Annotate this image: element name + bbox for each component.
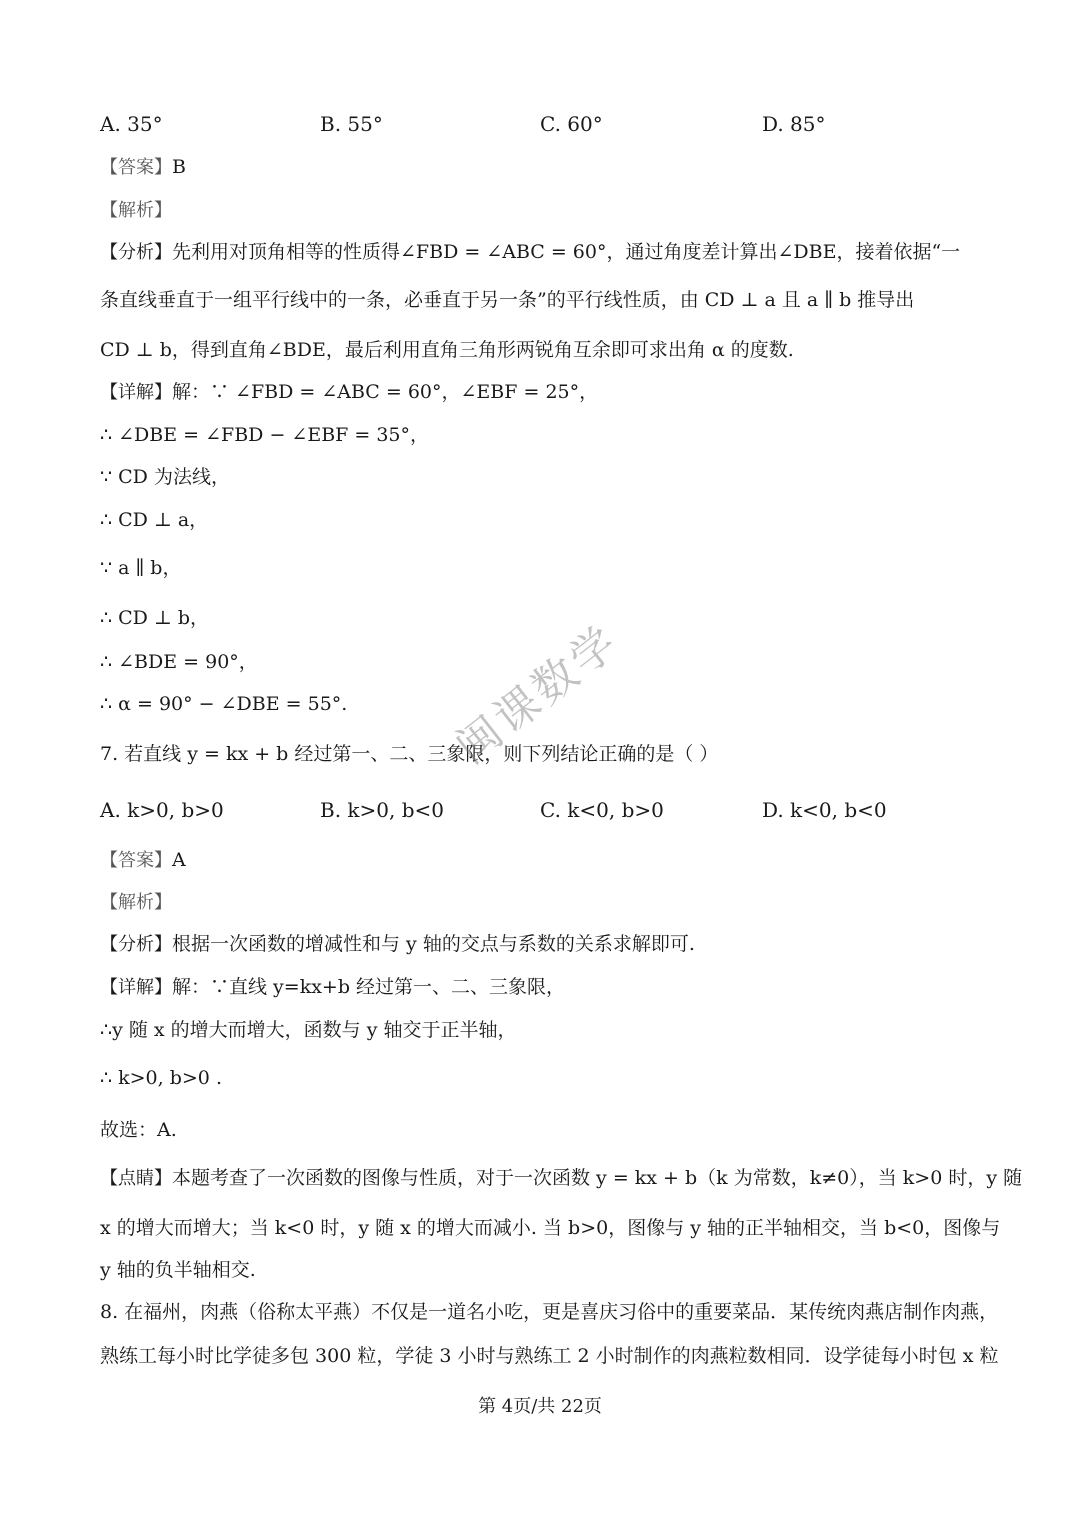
q6-answer-line [100,155,186,180]
answer-tag: 【答案】 [100,157,172,178]
q6-option-d: D. 85° [762,112,826,136]
jiexi-tag: 【解析】 [100,892,172,913]
xiangjie-tag: 【详解】 [100,382,172,403]
q7-dianjing-line-2: x 的增大而增大；当 k<0 时，y 随 x 的增大而减小. 当 b>0，图像与 y 轴的正半轴相交，当 b<0，图像与 [100,1217,1001,1239]
q7-answer-line [100,848,186,873]
q6-fenxi-line-2: 条直线垂直于一组平行线中的一条，必垂直于另一条”的平行线性质，由 CD ⊥ a 且 a ∥ b 推导出 [100,289,915,311]
q6-step-6: ∴ CD ⊥ b， [100,607,210,629]
fenxi-text: 先利用对顶角相等的性质得∠FBD = ∠ABC = 60°，通过角度差计算出∠DBE，接着依据“一 [172,241,961,263]
jiexi-tag: 【解析】 [100,200,172,221]
xiangjie-tag: 【详解】 [100,977,172,998]
q7-option-b: B. k>0, b<0 [320,798,445,822]
fenxi-tag: 【分析】 [100,934,172,955]
q6-step-3: ∵ CD 为法线， [100,466,230,488]
answer-value: A [172,849,186,871]
q6-step-7: ∴ ∠BDE = 90°， [100,651,258,673]
q6-option-b: B. 55° [320,112,383,136]
q8-line-2: 熟练工每小时比学徒多包 300 粒，学徒 3 小时与熟练工 2 小时制作的肉燕粒数相同．设学徒每小时包 x 粒 [100,1345,999,1367]
q6-step-2: ∴ ∠DBE = ∠FBD − ∠EBF = 35°， [100,424,430,446]
page-number: 第 4页/共 22页 [478,1396,602,1417]
q7-dianjing-line-3: y 轴的负半轴相交. [100,1259,256,1281]
answer-value: B [172,156,186,178]
q6-step-8: ∴ α = 90° − ∠DBE = 55°. [100,693,348,715]
dianjing-text: 本题考查了一次函数的图像与性质，对于一次函数 y = kx + b（k 为常数，k≠0），当 k>0 时，y 随 [172,1167,1023,1189]
q6-option-c: C. 60° [540,112,603,136]
fenxi-tag: 【分析】 [100,242,172,263]
watermark: 闽课数学 [446,615,630,774]
q7-dianjing-line-1 [100,1166,1022,1191]
solution-step: 解：∵直线 y=kx+b 经过第一、二、三象限， [172,976,566,998]
q7-jiexi-heading [100,890,172,915]
q7-xiangjie-line [100,975,565,1000]
answer-tag: 【答案】 [100,850,172,871]
fenxi-text: 根据一次函数的增减性和与 y 轴的交点与系数的关系求解即可. [172,933,695,955]
q7-step-2: ∴y 随 x 的增大而增大，函数与 y 轴交于正半轴， [100,1019,517,1041]
q7-choose: 故选：A. [100,1119,177,1141]
q6-xiangjie-line [100,380,598,405]
q6-option-a: A. 35° [100,112,163,136]
q8-line-1: 8. 在福州，肉燕（俗称太平燕）不仅是一道名小吃，更是喜庆习俗中的重要菜品．某传统肉燕店制作肉燕， [100,1301,999,1323]
q6-fenxi-line-3: CD ⊥ b，得到直角∠BDE，最后利用直角三角形两锐角互余即可求出角 α 的度数. [100,339,794,361]
q6-step-5: ∵ a ∥ b， [100,557,182,579]
q7-step-3: ∴ k>0, b>0 . [100,1067,222,1089]
q6-step-4: ∴ CD ⊥ a， [100,509,209,531]
q7-question: 7. 若直线 y = kx + b 经过第一、二、三象限，则下列结论正确的是（ ） [100,743,719,765]
q7-option-a: A. k>0, b>0 [100,798,224,822]
solution-step: 解：∵ ∠FBD = ∠ABC = 60°，∠EBF = 25°， [172,381,599,403]
q6-jiexi-heading [100,198,172,223]
q7-fenxi-line [100,932,695,957]
dianjing-tag: 【点睛】 [100,1168,172,1189]
q7-option-d: D. k<0, b<0 [762,798,887,822]
q7-option-c: C. k<0, b>0 [540,798,664,822]
q6-fenxi-line-1 [100,240,960,265]
